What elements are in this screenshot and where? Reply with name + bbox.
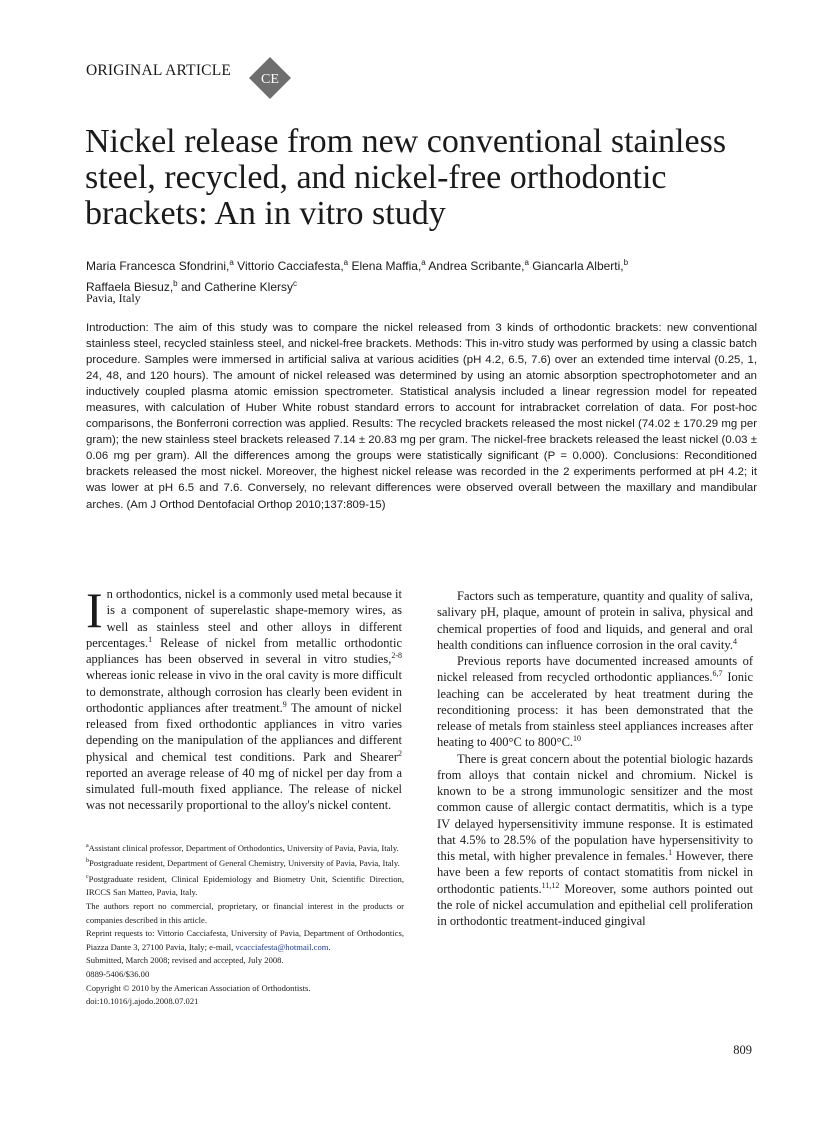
body-paragraph: [437, 751, 753, 930]
paragraph-text: There is great concern about the potential biologic hazards from alloys that contain nickel and chromium. Nickel is known to be a strong immunologic sensitizer and the most common cause of allergic contact dermatitis, which is a type IV delayed hypersensitivity immune response. It is estimated that 4.5% to 28.5% of the population have hypersensitivity to this metal, with higher prevalence in females.: [437, 751, 753, 863]
paragraph-text: Previous reports have documented increased amounts of nickel released from recycled orthodontic appliances.: [437, 654, 753, 685]
author-name: Raffaela Biesuz,: [86, 280, 174, 294]
body-column-right: [437, 588, 753, 929]
body-column-left: [86, 582, 402, 814]
body-paragraph: [437, 653, 753, 751]
paragraph-text: n orthodontics, nickel is a commonly used metal because it is a component of superelastic shape-memory wires, as well as stainless steel and other alloys in different percentages.: [86, 587, 402, 650]
citation: 6,7: [712, 669, 723, 679]
affiliation-mark: a: [86, 843, 89, 849]
footnote: The authors report no commercial, proprietary, or financial interest in the products or companies described in this article.: [86, 900, 404, 925]
affiliation-mark: c: [86, 873, 89, 880]
affiliation-mark: b: [173, 279, 178, 288]
affiliation-mark: a: [524, 258, 529, 267]
paragraph-text: whereas ionic release in vivo in the oral cavity is more difficult to demonstrate, although corrosion has clearly been evident in orthodontic appliances after treatment.: [86, 668, 402, 715]
citation: 2: [398, 748, 402, 758]
author-list: [86, 254, 766, 296]
author-name: Elena Maffia,: [348, 259, 422, 273]
author-name: and Catherine Klersy: [177, 280, 294, 294]
ce-badge-icon: [249, 57, 291, 99]
email-link[interactable]: vcacciafesta@hotmail.com: [235, 941, 329, 952]
citation: 10: [573, 734, 582, 744]
footnote-text: Postgraduate resident, Clinical Epidemiology and Biometry Unit, Scientific Direction, IRCCS San Matteo, Pavia, Italy.: [86, 873, 404, 898]
footnotes: [86, 840, 404, 1009]
article-title: Nickel release from new conventional stainless steel, recycled, and nickel-free orthodontic brackets: An in vitro study: [85, 123, 727, 232]
section-label: ORIGINAL ARTICLE: [86, 62, 232, 79]
abstract: Introduction: The aim of this study was to compare the nickel released from 3 kinds of orthodontic brackets: new conventional stainless steel, recycled stainless steel, and nickel-free brackets. Methods: This in-vitro study was performed by using a classic batch procedure. Samples were immersed in artificial saliva at various acidities (pH 4.2, 6.5, 7.6) over an extended time interval (0.25, 1, 24, 48, and 120 hours). The amount of nickel released was determined by using an atomic absorption spectrophotometer and an inductively coupled plasma atomic emission spectrometer. Statistical analysis included a linear regression model for repeated measures, with calculation of Huber White robust standard errors to account for intrabracket correlation of data. For post-hoc comparisons, the Bonferroni correction was applied. Results: The recycled brackets released the most nickel (74.02 ± 170.29 mg per gram); the new stainless steel brackets released 7.14 ± 20.83 mg per gram. The nickel-free brackets released the least nickel (0.03 ± 0.06 mg per gram). All the differences among the groups were statistically significant (P = 0.000). Conclusions: Reconditioned brackets released the most nickel. Moreover, the highest nickel release was recorded in the 2 experiments performed at pH 4.2; it was lower at pH 6.5 and 7.6. Conversely, no relevant differences were observed overall between the maxillary and mandibular arches. (Am J Orthod Dentofacial Orthop 2010;137:809-15): [86, 322, 757, 511]
footnote-text: .: [328, 941, 331, 952]
paragraph-text: reported an average release of 40 mg of nickel per day from a simulated full-mouth fixed appliance. The release of nickel was not necessarily proportional to the alloy's nickel content.: [86, 765, 402, 813]
footnote-text: Reprint requests to: Vittorio Cacciafesta, University of Pavia, Department of Orthodontics, Piazza Dante 3, 27100 Pavia, Italy; e-mail,: [86, 928, 404, 952]
citation: 9: [282, 699, 287, 709]
citation: 4: [732, 636, 737, 646]
body-paragraph: [437, 588, 753, 653]
footnote-text: Postgraduate resident, Department of General Chemistry, University of Pavia, Pavia, Italy.: [89, 858, 400, 869]
badge-text: CE: [261, 72, 279, 87]
affiliation-mark: c: [293, 279, 298, 288]
affiliation-mark: b: [86, 858, 89, 865]
footnote: [86, 927, 404, 954]
citation: 1: [668, 847, 673, 857]
author-location: Pavia, Italy: [86, 291, 141, 305]
affiliation-mark: a: [229, 258, 234, 267]
footnote: Submitted, March 2008; revised and accepted, July 2008.: [86, 955, 284, 966]
drop-cap: I: [86, 582, 103, 638]
author-name: Maria Francesca Sfondrini,: [86, 259, 230, 273]
footnote: [86, 871, 404, 900]
citation: 2-8: [391, 650, 402, 660]
paragraph-text: Moreover, some authors pointed out the role of nickel accumulation and epithelial cell proliferation in orthodontic treatment-induced gingival: [437, 881, 753, 928]
affiliation-mark: b: [623, 258, 629, 267]
author-name: Andrea Scribante,: [425, 259, 525, 273]
affiliation-mark: a: [343, 258, 349, 267]
footnote-text: Assistant clinical professor, Department of Orthodontics, University of Pavia, Pavia, Italy.: [88, 842, 399, 853]
page-number: 809: [733, 1043, 752, 1057]
footnote: doi:10.1016/j.ajodo.2008.07.021: [86, 996, 199, 1007]
author-name: Vittorio Cacciafesta,: [233, 259, 344, 273]
author-name: Giancarla Alberti,: [528, 259, 624, 273]
citation: 11,12: [541, 880, 560, 890]
paragraph-text: Ionic leaching can be accelerated by heat treatment during the reconditioning process: it has been demonstrated that the release of metals from stainless steel appliances increases after heating to 400°C to 800°C.: [437, 670, 753, 750]
paragraph-text: Release of nickel from metallic orthodontic appliances has been observed in several in vitro studies,: [86, 635, 402, 666]
footnote: [86, 855, 404, 870]
body-paragraph: [86, 582, 402, 814]
paragraph-text: Factors such as temperature, quantity and quality of saliva, salivary pH, plaque, amount of protein in saliva, physical and chemical properties of food and liquids, and general and oral health conditions can influence corrosion in the oral cavity.: [437, 589, 753, 652]
paragraph-text: The amount of nickel released from fixed orthodontic appliances in vitro varies depending on the manipulation of the appliances and different physical and chemical test conditions. Park and Shearer: [86, 700, 402, 764]
footnote: [86, 840, 404, 855]
footnote: 0889-5406/$36.00: [86, 968, 150, 979]
paragraph-text: However, there have been a few reports of contact stomatitis from nickel in orthodontic patients.: [437, 849, 753, 896]
citation: 1: [148, 634, 153, 644]
affiliation-mark: a: [421, 258, 426, 267]
footnote: Copyright © 2010 by the American Association of Orthodontists.: [86, 982, 311, 993]
